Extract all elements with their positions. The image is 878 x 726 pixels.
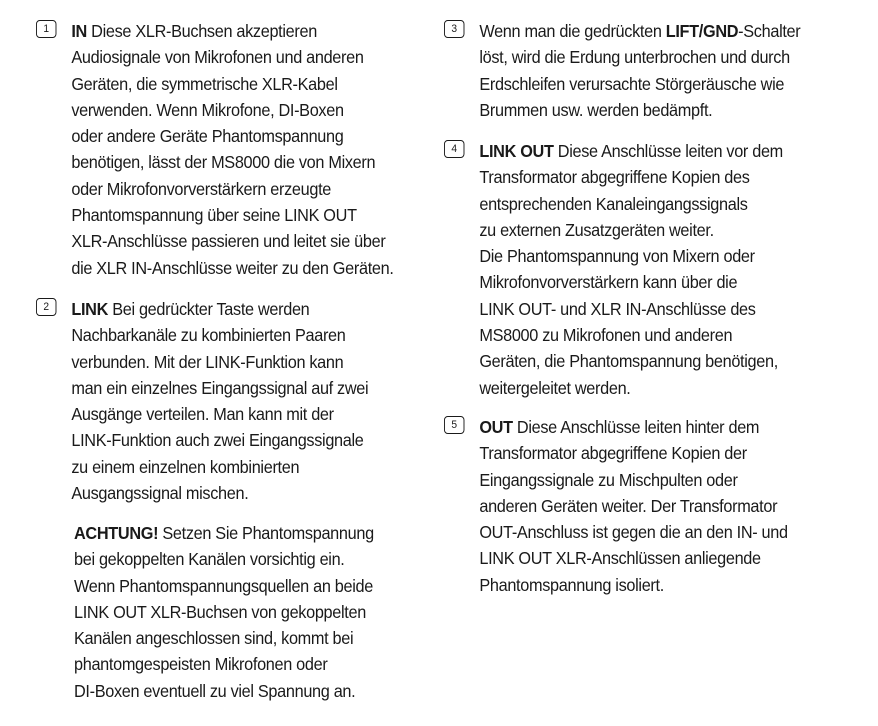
item-line: Die Phantomspannung von Mixern oder — [479, 246, 755, 267]
item-line: OUT-Anschluss ist gegen die an den IN- und — [479, 522, 788, 543]
item-line: MS8000 zu Mikrofonen und anderen — [479, 325, 733, 346]
item-out — [444, 414, 788, 598]
item-line: verwenden. Wenn Mikrofone, DI-Boxen — [71, 99, 344, 120]
item-term: LINK OUT — [479, 141, 554, 161]
item-line: Transformator abgegriffene Kopien des — [479, 167, 750, 188]
item-line: OUT Diese Anschlüsse leiten hinter dem — [479, 417, 760, 437]
item-line: benötigen, lässt der MS8000 die von Mixern — [71, 152, 376, 173]
item-line: verbunden. Mit der LINK-Funktion kann — [71, 351, 344, 372]
item-line: LINK OUT Diese Anschlüsse leiten vor dem — [479, 141, 783, 161]
item-line: XLR-Anschlüsse passieren und leitet sie über — [71, 231, 386, 252]
item-number-badge: 4 — [444, 140, 464, 158]
item-line: Mikrofonvorverstärkern kann über die — [479, 272, 738, 293]
item-line: Phantomspannung über seine LINK OUT — [71, 205, 357, 226]
item-number-badge: 5 — [444, 416, 464, 434]
item-line: zu einem einzelnen kombinierten — [71, 456, 300, 477]
item-term: IN — [71, 21, 87, 41]
item-line: Nachbarkanäle zu kombinierten Paaren — [71, 325, 346, 346]
item-term: LIFT/GND — [665, 21, 739, 41]
item-link-out — [444, 138, 783, 401]
item-line: Transformator abgegriffene Kopien der — [479, 443, 747, 464]
item-line: Brummen usw. werden bedämpft. — [479, 99, 713, 120]
item-line: DI-Boxen eventuell zu viel Spannung an. — [74, 680, 356, 701]
item-line: bei gekoppelten Kanälen vorsichtig ein. — [74, 549, 345, 570]
item-term: OUT — [479, 417, 513, 437]
item-line: Kanälen angeschlossen sind, kommt bei — [74, 628, 354, 649]
item-number-badge: 3 — [444, 20, 464, 38]
item-line: Eingangssignale zu Mischpulten oder — [479, 469, 738, 490]
item-number-badge: 1 — [36, 20, 56, 38]
item-line: Geräten, die Phantomspannung benötigen, — [479, 351, 778, 372]
item-line: Ausgänge verteilen. Man kann mit der — [71, 404, 334, 425]
item-line: Erdschleifen verursachte Störgeräusche wie — [479, 73, 785, 94]
item-line: Audiosignale von Mikrofonen und anderen — [71, 47, 364, 68]
item-link — [36, 296, 368, 506]
item-line: Wenn Phantomspannungsquellen an beide — [74, 575, 373, 596]
item-line: zu externen Zusatzgeräten weiter. — [479, 219, 714, 240]
item-line: LINK OUT XLR-Anschlüssen anliegende — [479, 548, 761, 569]
item-line: Ausgangssignal mischen. — [71, 483, 249, 504]
item-line: LINK OUT XLR-Buchsen von gekoppelten — [74, 601, 366, 622]
item-line: LINK OUT- und XLR IN-Anschlüsse des — [479, 298, 756, 319]
item-line: Wenn man die gedrückten LIFT/GND-Schalter — [479, 21, 801, 41]
item-line: oder andere Geräte Phantomspannung — [71, 126, 344, 147]
warning-note — [74, 520, 374, 704]
item-line: phantomgespeisten Mikrofonen oder — [74, 654, 328, 675]
item-line: löst, wird die Erdung unterbrochen und durch — [479, 47, 790, 68]
item-line: IN Diese XLR-Buchsen akzeptieren — [71, 21, 317, 41]
item-line: ACHTUNG! Setzen Sie Phantomspannung — [74, 523, 374, 543]
item-line: LINK-Funktion auch zwei Eingangssignale — [71, 430, 364, 451]
item-line: man ein einzelnes Eingangssignal auf zwei — [71, 377, 369, 398]
item-line: weitergeleitet werden. — [479, 377, 631, 398]
item-line: entsprechenden Kanaleingangssignals — [479, 193, 748, 214]
item-term: LINK — [71, 299, 109, 319]
item-number-badge: 2 — [36, 298, 56, 316]
item-line: Geräten, die symmetrische XLR-Kabel — [71, 73, 338, 94]
item-line: die XLR IN-Anschlüsse weiter zu den Geräten. — [71, 257, 394, 278]
item-line: LINK Bei gedrückter Taste werden — [71, 299, 310, 319]
item-line: oder Mikrofonvorverstärkern erzeugte — [71, 178, 331, 199]
item-line: Phantomspannung isoliert. — [479, 574, 664, 595]
item-line: anderen Geräten weiter. Der Transformator — [479, 495, 778, 516]
warning-term: ACHTUNG! — [74, 523, 159, 543]
item-in — [36, 18, 394, 281]
item-lift-gnd — [444, 18, 800, 123]
